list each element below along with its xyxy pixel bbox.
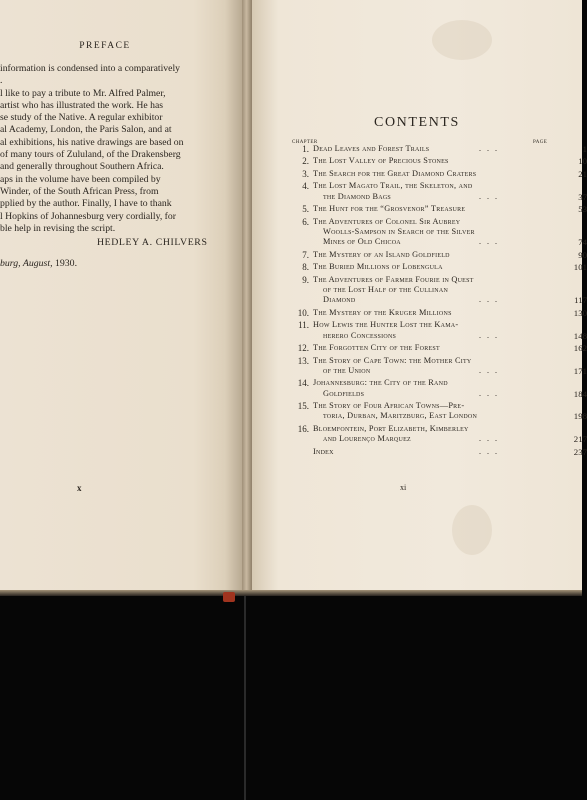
chapter-column-header: CHAPTER (292, 140, 318, 145)
leader-dots: . . . (479, 330, 499, 340)
chapter-title-line: The Adventures of Farmer Fourie in Quest (313, 274, 474, 284)
preface-line: aps in the volume have been compiled by (0, 173, 161, 185)
chapter-number: 15. (297, 401, 309, 412)
chapter-page-number: 171 (573, 365, 587, 376)
chapter-page-number: 217 (573, 434, 587, 445)
chapter-title-line: The Story of Four African Towns—Pre- (313, 401, 465, 411)
leader-dots: . . . (479, 144, 499, 153)
preface-line: ble help in revising the script. (0, 222, 116, 234)
leader-dots: . . . (479, 446, 499, 456)
spine-shadow (244, 596, 246, 800)
chapter-number: 12. (297, 343, 309, 354)
chapter-page-number: 148 (573, 330, 587, 341)
chapter-page-number: 130 (573, 307, 587, 318)
preface-dateline (0, 258, 77, 269)
chapter-title-line: The Mystery of the Kruger Millions (313, 307, 452, 317)
chapter-number: 2. (302, 156, 309, 167)
preface-line: of many tours of Zululand, of the Drakensberg (0, 149, 181, 161)
chapter-page-number: 74 (578, 237, 587, 248)
chapter-number: 9. (302, 274, 309, 285)
chapter-title-line: of the Lost Half of the Cullinan (323, 285, 449, 295)
chapter-page-number: 162 (573, 343, 587, 354)
chapter-title-line: The Story of Cape Town: the Mother City (313, 355, 472, 365)
chapter-title-line: Johannesburg: the City of the Rand (313, 378, 448, 388)
preface-line: al exhibitions, his native drawings are based on (0, 136, 184, 148)
leader-dots: . . . (479, 295, 499, 305)
chapter-number: 3. (302, 168, 309, 179)
preface-line: information is condensed into a comparatively (0, 63, 180, 74)
toc-entry (289, 275, 587, 306)
chapter-title-line: The Lost Valley of Precious Stones (313, 156, 449, 166)
chapter-title (313, 250, 521, 260)
chapter-number: 14. (297, 378, 309, 389)
book-gutter (242, 0, 252, 593)
page-column-header: PAGE (533, 140, 548, 145)
chapter-title (313, 204, 521, 214)
toc-entry (289, 217, 587, 248)
toc-entry (289, 181, 587, 202)
chapter-page-number: 53 (578, 204, 587, 215)
chapter-title-line: How Lewis the Hunter Lost the Kama- (313, 320, 459, 330)
left-page-number: x (77, 483, 82, 493)
chapter-title-line: Dead Leaves and Forest Trails (313, 144, 430, 153)
preface-line: artist who has illustrated the work. He has (0, 99, 164, 111)
dateline-month: August, (20, 258, 53, 269)
toc-entry (289, 356, 587, 377)
chapter-title-line: Index (313, 446, 334, 456)
toc-entry (289, 378, 587, 399)
toc-entry (289, 250, 587, 260)
chapter-page-number: 21 (578, 168, 587, 179)
chapter-title-line: the Diamond Bags (323, 191, 392, 201)
toc-entry (289, 262, 587, 272)
chapter-number: 13. (297, 355, 309, 366)
preface-body (0, 63, 230, 235)
right-page (252, 0, 587, 593)
chapter-number: 16. (297, 423, 309, 434)
chapter-page-number: 90 (578, 249, 587, 260)
chapter-title-line: Goldfields (323, 388, 365, 398)
chapter-title (313, 343, 521, 353)
dateline-year: 1930. (52, 258, 78, 269)
chapter-page-number: 117 (574, 295, 587, 306)
leader-dots: . . . (479, 434, 499, 444)
chapter-title-line: The Lost Magato Trail, the Skeleton, and (313, 181, 473, 191)
chapter-title-line: The Hunt for the “Grosvenor” Treasure (313, 204, 466, 214)
chapter-title (313, 262, 521, 272)
chapter-page-number: 184 (573, 388, 587, 399)
chapter-number: 4. (302, 181, 309, 192)
left-page (0, 0, 242, 593)
preface-line: se study of the Native. A regular exhibitor (0, 112, 163, 124)
chapter-title-line: herero Concessions (323, 330, 397, 340)
page-bottom-edge (0, 590, 582, 596)
chapter-number: 7. (302, 249, 309, 260)
preface-line: l like to pay a tribute to Mr. Alfred Palmer, (0, 87, 166, 99)
chapter-title-line: The Buried Millions of Lobengula (313, 262, 443, 272)
preface-line: l Hopkins of Johannesburg very cordially, for (0, 210, 176, 222)
chapter-title-line: toria, Durban, Maritzburg, East London (323, 411, 478, 421)
preface-line: and generally throughout Southern Africa. (0, 161, 164, 173)
chapter-title-line: The Mystery of an Island Goldfield (313, 249, 450, 259)
toc-entry (289, 343, 587, 353)
chapter-page-number: 1 (582, 144, 587, 154)
chapter-number: 11. (298, 320, 309, 331)
page-stain (452, 505, 492, 555)
toc-entry (289, 424, 587, 445)
toc-entry (289, 156, 587, 166)
chapter-page-number: 37 (578, 191, 587, 202)
chapter-page-number: 237 (573, 446, 587, 457)
page-stain (432, 20, 492, 60)
author-signature: HEDLEY A. CHILVERS (97, 237, 208, 248)
toc-entry (289, 144, 587, 154)
chapter-number: 6. (302, 216, 309, 227)
toc-entry (289, 320, 587, 341)
contents-heading: CONTENTS (374, 115, 460, 130)
chapter-title-line: The Search for the Great Diamond Craters (313, 168, 477, 178)
toc-entry (289, 204, 587, 214)
chapter-title-line: Woolls-Sampson in Search of the Silver (323, 227, 475, 237)
chapter-number: 1. (302, 144, 309, 154)
toc-entry (289, 169, 587, 179)
chapter-title-line: of the Union (323, 365, 371, 375)
chapter-title-line: and Lourenço Marquez (323, 434, 411, 444)
preface-line: Winder, of the South African Press, from (0, 185, 159, 197)
preface-line: . (0, 75, 3, 87)
leader-dots: . . . (479, 388, 499, 398)
preface-line: al Academy, London, the Paris Salon, and at (0, 124, 172, 136)
chapter-title (313, 156, 521, 166)
chapter-title-line: Diamond (323, 295, 356, 305)
chapter-page-number: 101 (573, 262, 587, 273)
preface-line: pplied by the author. Finally, I have to thank (0, 198, 172, 210)
chapter-title (313, 401, 521, 422)
right-page-number: xi (400, 483, 407, 492)
chapter-title-line: The Forgotten City of the Forest (313, 343, 440, 353)
chapter-title (313, 308, 521, 318)
toc-entry (289, 447, 587, 457)
leader-dots: . . . (479, 365, 499, 375)
chapter-title-line: Bloemfontein, Port Elizabeth, Kimberley (313, 423, 469, 433)
ribbon-marker (223, 592, 235, 602)
toc-entry (289, 401, 587, 422)
toc-entry (289, 308, 587, 318)
chapter-page-number: 10 (578, 156, 587, 167)
table-of-contents (289, 144, 587, 457)
chapter-title (313, 169, 521, 179)
leader-dots: . . . (479, 237, 499, 247)
chapter-number: 5. (302, 204, 309, 215)
chapter-title-line: Mines of Old Chicoa (323, 237, 401, 247)
preface-heading: PREFACE (79, 41, 131, 51)
chapter-title-line: The Adventures of Colonel Sir Aubrey (313, 216, 461, 226)
chapter-page-number: 198 (573, 411, 587, 422)
dateline-place: burg, (0, 258, 21, 269)
chapter-number: 10. (297, 307, 309, 318)
leader-dots: . . . (479, 191, 499, 201)
chapter-number: 8. (302, 262, 309, 273)
